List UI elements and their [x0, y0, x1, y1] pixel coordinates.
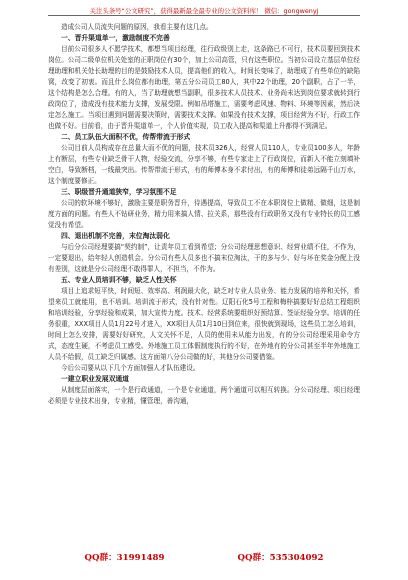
section-heading: 五、专业人员培训不够，缺乏人性关怀: [61, 276, 177, 284]
body-paragraph: 公司的软环境不够好，激励主要是职务晋升，待遇提高，导致员工不在本职岗位上做精、做细，这是制度方面的问题。有些人不钻研业务，精力用来搞人情、拉关系，那些没有行政职务又没有专业特长的员工感觉没有希望。: [48, 199, 360, 229]
body-paragraph: 从制度层面落实，一个是行政通道，一个是专业通道，两个通道可以相互转换。分公司经理、项目经理必须是专业技术出身，专业精，懂管理，善沟通，: [48, 386, 360, 405]
footer-qq-group-2: QQ群：535304092: [237, 553, 324, 563]
section-heading: 三、职级晋升通道狭窄，学习氛围不足: [61, 188, 177, 196]
header-banner: 关注头条号“公文研究”，获得最新最全最专业的公文资料库！ 微信：gongwenyj: [89, 7, 319, 15]
header-divider: [48, 15, 360, 16]
section-heading: 一建立职业发展双通道: [61, 375, 129, 383]
footer-qq-group-1: QQ群：31991489: [84, 553, 165, 563]
body-paragraph: 今后公司要从以下几个方面加强人才队伍建设。: [61, 364, 200, 372]
body-paragraph: 造成公司人员流失问题的原因，我看主要有这几点。: [61, 23, 213, 31]
section-heading: 二、员工队伍大面积不优，传帮带流于形式: [61, 133, 191, 141]
section-heading: 一、晋升渠道单一，激励制度不完善: [61, 34, 170, 42]
body-paragraph: 目前公司很多人不愿学技术，都想当项目经理，往行政级别上走，这条路已不可行，技术员要回到技术岗位。公司二级单位机关处室的正职岗位有30个，加上公司高管，只有这些职位。当初公司设立基层单位经理助理和机关处长助理的目的是鼓励技术人员，提高他们的收入，时间长变味了，助理成了有些单位的缺陷窝，改变了初衷。而且什么岗位都有助理，第五分公司员工80人，其中22个助理，20个副职，占了一半，这个结构是怎么合理。有的人，当了助理就想当副职，很多技术人员技术、业务尚未达到岗位要求就转到行政岗位了，造成没有技术能力支撑，发展受限。例如吊塔施工，需要考虑风速、物料、环境等因素，然后决定怎么施工。当项目遇到问题需要决策时，需要技术支撑。如果没有技术支撑，项目经营为不好，行政工作也做不好。目前看，由于晋升渠道单一，个人价值实现，员工收入提高和渠道上升都得不到满足。: [48, 45, 360, 130]
body-paragraph: 公司目前人员构成存在总量大而不优的问题，技术员326人，经营人员110人，专业员100多人，年龄上有断层，有些专业缺乏骨干人物，经验交流，分享不够，有些专家走上了行政岗位，而新人不能立刻填补空白，导致断档，一线最突出。传帮带流于形式，有的师傅本身不求付出，有的师傅和徒弟远隔千山万水，这个制度要修正。: [48, 144, 360, 185]
footer: [48, 551, 360, 563]
body-paragraph: 与后分公司经理要搞“契约制”，让责年员工看到希望；分公司经理思想意识、经营业绩不佳，不作为，一定要退出，给年轻人创造机会。分公司有些人员多也不搞末位淘汰，干的多与少、好与坏在奖金分配上没有差别，这就是分公司经理不敢得罪人，不担当，不作为。: [48, 243, 360, 273]
section-heading: 四、退出机制不完善，末位淘汰弱化: [61, 232, 170, 240]
body-paragraph: 项目上追求短平快，时间短、效率高、利润最大化，缺乏对专业人员业务、能力发展的培养和关怀，希望来员工就能用，也不培训。培训流于形式，没有针对性。辽阳石化5号工程和梅梓搞要好好总结工程组织和培训经验，分享经验和成果，加大宣传力度。技术、经营系统要组织好预结算、签证经验分享。培训的任务很重，XXX项目人员1月22号才进入，XX项目人员1月10日到位来，很快就到现场，这些员工怎么培训，时间上怎么安排，需要好好研究，人文关怀不足，人员的使用未从能力出发，有的分公司经理采用命令方式，态度生硬，不考虑员工感受。外地施工员工体假制度执行的不好，在外地有的分公司甚至半年外地施工人员不给假，员工缺乏归属感。这方面第八分公司做的好，其他分公司要借鉴。: [48, 287, 360, 361]
document-body: [48, 22, 360, 407]
